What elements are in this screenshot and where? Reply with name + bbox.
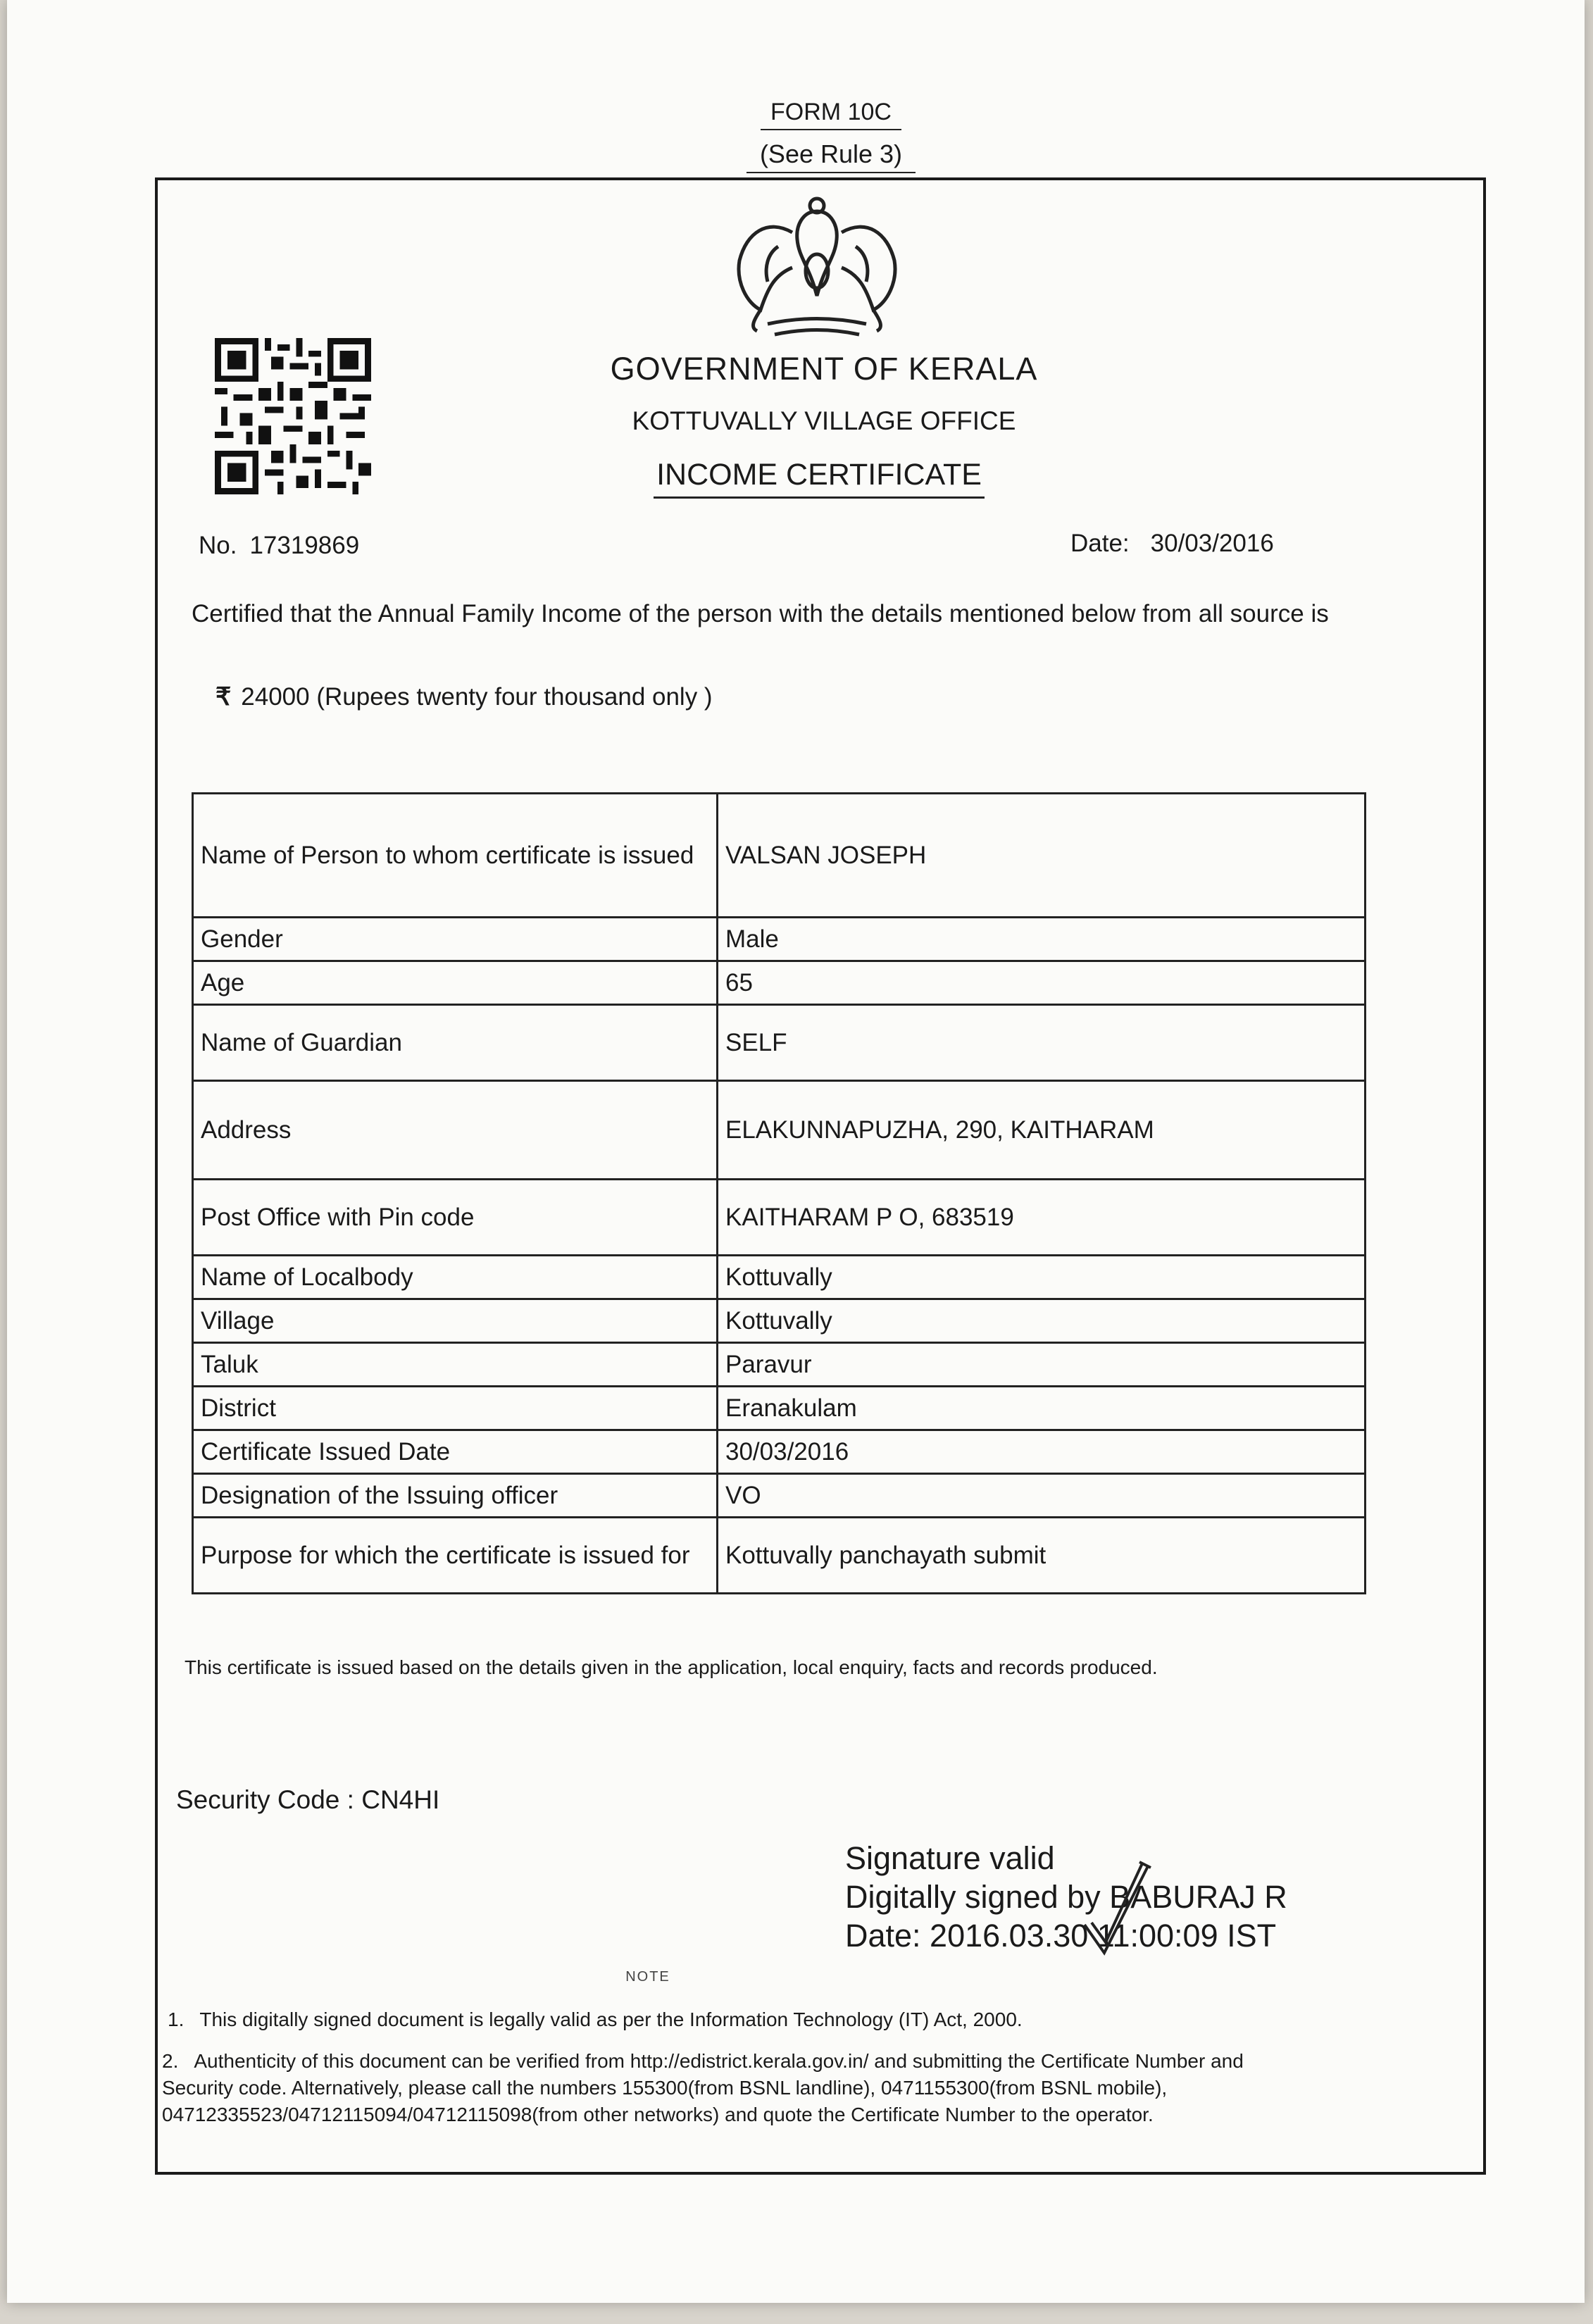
certificate-sheet <box>7 0 1585 2303</box>
note-text: Authenticity of this document can be verified from http://edistrict.kerala.gov.in/ and submitting the Certificate Number and Security code. Alternatively, please call the numbers 155300(from BSNL landline), 0471155300(from BSNL mobile), 04712335523/04712115094/04712115098(from other networks) and quote the Certificate Number to the operator. <box>162 2050 1244 2126</box>
note-heading: NOTE <box>625 1969 670 1985</box>
row-value: Kottuvally panchayath submit <box>718 1518 1366 1594</box>
table-row <box>193 1387 1366 1430</box>
row-label: Designation of the Issuing officer <box>193 1474 718 1518</box>
certificate-number-value: 17319869 <box>249 532 360 559</box>
row-value: Eranakulam <box>718 1387 1366 1430</box>
note-item-2 <box>162 2048 1317 2128</box>
row-value: Paravur <box>718 1343 1366 1387</box>
table-row <box>193 1518 1366 1594</box>
table-row <box>193 961 1366 1005</box>
kerala-emblem-icon <box>718 190 916 338</box>
details-table <box>192 792 1366 1594</box>
row-value: KAITHARAM P O, 683519 <box>718 1180 1366 1256</box>
table-row <box>193 918 1366 961</box>
certificate-date <box>1070 530 1274 558</box>
row-label: Certificate Issued Date <box>193 1430 718 1474</box>
signature-valid-text: Signature valid <box>845 1840 1055 1876</box>
table-row <box>193 1081 1366 1180</box>
table-row <box>193 1256 1366 1299</box>
row-label: Age <box>193 961 718 1005</box>
row-label: Village <box>193 1299 718 1343</box>
qr-code-icon <box>215 338 371 494</box>
certificate-title: INCOME CERTIFICATE <box>654 458 985 499</box>
issued-basis-note: This certificate is issued based on the details given in the application, local enquiry, facts and records produced. <box>185 1656 1158 1678</box>
signed-by-text: Digitally signed by BABURAJ R <box>845 1878 1287 1915</box>
form-rule: (See Rule 3) <box>746 139 916 173</box>
note-number: 2. <box>162 2050 179 2072</box>
security-code: Security Code : CN4HI <box>176 1785 440 1814</box>
row-value: Kottuvally <box>718 1299 1366 1343</box>
office-name: KOTTUVALLY VILLAGE OFFICE <box>632 406 1016 435</box>
table-row <box>193 1299 1366 1343</box>
table-row <box>193 1343 1366 1387</box>
note-item-1 <box>168 2008 1506 2031</box>
row-value: VO <box>718 1474 1366 1518</box>
row-label: Address <box>193 1081 718 1180</box>
date-value: 30/03/2016 <box>1150 530 1274 557</box>
row-label: Purpose for which the certificate is issued for <box>193 1518 718 1594</box>
row-label: Name of Guardian <box>193 1005 718 1081</box>
row-label: Name of Person to whom certificate is issued <box>193 794 718 918</box>
row-label: Taluk <box>193 1343 718 1387</box>
rupee-symbol: ₹ <box>215 683 232 711</box>
row-label: Post Office with Pin code <box>193 1180 718 1256</box>
row-label: District <box>193 1387 718 1430</box>
note-text: This digitally signed document is legally valid as per the Information Technology (IT) Act, 2000. <box>199 2008 1023 2030</box>
table-row <box>193 1005 1366 1081</box>
row-value: VALSAN JOSEPH <box>718 794 1366 918</box>
certification-statement: Certified that the Annual Family Income of the person with the details mentioned below from all source is <box>192 600 1329 627</box>
row-value: SELF <box>718 1005 1366 1081</box>
income-amount-text: 24000 (Rupees twenty four thousand only ) <box>241 683 713 711</box>
row-value: Kottuvally <box>718 1256 1366 1299</box>
signature-check-icon <box>1077 1858 1155 1970</box>
row-value: 65 <box>718 961 1366 1005</box>
form-number: FORM 10C <box>761 99 901 130</box>
table-row <box>193 1180 1366 1256</box>
date-label: Date: <box>1070 530 1130 557</box>
signed-date-text: Date: 2016.03.30 11:00:09 IST <box>845 1917 1277 1954</box>
note-number: 1. <box>168 2008 185 2030</box>
row-value: ELAKUNNAPUZHA, 290, KAITHARAM <box>718 1081 1366 1180</box>
income-amount <box>215 683 713 711</box>
table-row <box>193 1474 1366 1518</box>
certificate-number <box>199 532 359 560</box>
table-row <box>193 1430 1366 1474</box>
row-value: 30/03/2016 <box>718 1430 1366 1474</box>
government-title: GOVERNMENT OF KERALA <box>610 351 1038 387</box>
table-row <box>193 794 1366 918</box>
certificate-number-label: No. <box>199 532 237 559</box>
row-label: Gender <box>193 918 718 961</box>
row-label: Name of Localbody <box>193 1256 718 1299</box>
row-value: Male <box>718 918 1366 961</box>
digital-signature-block <box>845 1839 1287 1956</box>
